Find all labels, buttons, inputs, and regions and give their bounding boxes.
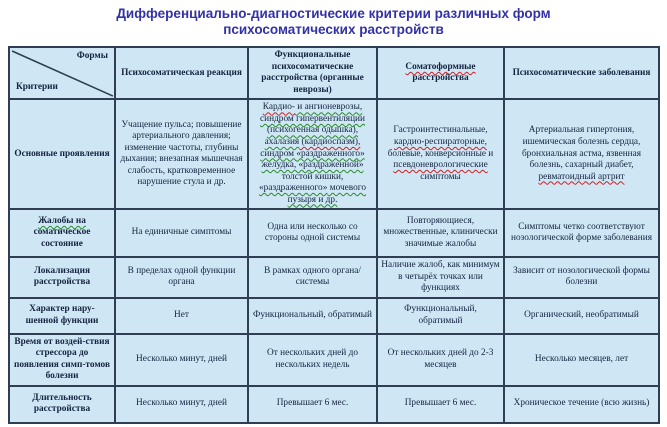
- table-cell: [504, 298, 659, 334]
- table-cell: [504, 209, 659, 257]
- table-cell: [377, 209, 504, 257]
- cell-text: Несколько минут, дней: [136, 353, 227, 364]
- cell-text: Органический, необратимый: [524, 309, 639, 320]
- table-cell: [248, 386, 377, 423]
- table-cell: [248, 334, 377, 386]
- cell-text: Повторяющиеся, множественные, клинически значимые жалобы: [383, 215, 498, 249]
- cell-text: расстройства: [412, 73, 469, 84]
- table-cell: [115, 209, 248, 257]
- cell-text: Локализация расстройства: [33, 265, 91, 288]
- table-cell: [504, 386, 659, 423]
- cell-text: Гастроинтестинальные,: [393, 125, 488, 136]
- table-row-disorder-duration: [9, 386, 659, 423]
- spellcheck-green-text: мочевого пузыря и др.: [287, 183, 366, 205]
- spellcheck-green-text: (психогенная одышка),: [266, 125, 359, 136]
- table-cell: [115, 298, 248, 334]
- cell-text: Артериальная гипертония, ишемическая болезнь сердца, бронхиальная астма, язвенная болезнь, сахарный диабет,: [521, 125, 642, 171]
- column-header-somatoform-disorders: [377, 47, 504, 99]
- table-cell: [377, 298, 504, 334]
- table-cell: [248, 257, 377, 298]
- table-row-main-manifestations: [9, 99, 659, 209]
- header-row: [9, 47, 659, 99]
- page-title-line-1: Дифференциально-диагностические критерии различных форм: [116, 6, 551, 21]
- row-label: [9, 257, 115, 298]
- table-cell: [115, 99, 248, 209]
- table-row-function-impairment: [9, 298, 659, 334]
- cell-text: Длительность расстройства: [32, 392, 92, 415]
- table-cell: [504, 257, 659, 298]
- table-row-localization: [9, 257, 659, 298]
- cell-text: Наличие жалоб, как минимум в четырёх точках или функциях: [381, 260, 500, 294]
- row-label: [9, 334, 115, 386]
- spellcheck-red-text: кардио-респираторные,: [393, 136, 487, 147]
- table-row-time-from-stressor: [9, 334, 659, 386]
- column-header-psychosomatic-reaction: [115, 47, 248, 99]
- cell-text: Хроническое течение (всю жизнь): [513, 398, 650, 409]
- spellcheck-green-text: и ангионеврозы,: [294, 102, 363, 113]
- cell-text: Время от воздей-ствия стрессора до появления симп-томов болезни: [14, 336, 110, 382]
- cell-text: Психосоматические заболевания: [512, 67, 651, 78]
- cell-text: Функциональный, обратимый: [404, 304, 477, 326]
- cell-text: Симптомы четко соответствуют нозологической форме заболевания: [511, 221, 652, 244]
- row-label: [9, 386, 115, 423]
- cell-text: В пределах одной функции органа: [127, 265, 236, 288]
- column-header-functional-disorders: [248, 47, 377, 99]
- cell-text: Характер нару-шенной функции: [25, 304, 99, 326]
- cell-text: болевые, конверсионные и: [387, 148, 494, 159]
- spellcheck-red-text: Кардио-: [262, 102, 295, 113]
- spellcheck-green-text: синдром гипервентиляции: [260, 113, 365, 124]
- cell-text: От нескольких дней до 2-3 месяцев: [387, 348, 494, 370]
- spellcheck-red-text: Соматоформные: [405, 61, 476, 72]
- cell-text: Превышает 6 мес.: [404, 398, 477, 409]
- corner-cell: [9, 47, 115, 99]
- table-cell: [115, 386, 248, 423]
- table-cell: [377, 99, 504, 209]
- table-cell: [504, 334, 659, 386]
- page-title-line-2: психосоматических расстройств: [223, 22, 444, 38]
- cell-text: Нет: [174, 309, 189, 320]
- cell-text: симптомы: [420, 171, 461, 182]
- table-cell: [377, 257, 504, 298]
- cell-text: соматическое состояние: [33, 227, 91, 249]
- spellcheck-green-text: синдром «раздраженного»: [260, 148, 365, 159]
- table-row-somatic-complaints: [9, 209, 659, 257]
- cell-text: Превышает 6 мес.: [276, 398, 349, 409]
- cell-text: В рамках одного органа/системы: [264, 265, 361, 288]
- criteria-table: [8, 46, 660, 423]
- cell-text: Психосоматическая реакция: [121, 67, 242, 78]
- table-cell: [115, 334, 248, 386]
- spellcheck-green-text: «раздраженного»: [259, 183, 328, 194]
- table-cell: [248, 99, 377, 209]
- corner-label-forms: Формы: [76, 51, 108, 62]
- spellcheck-green-text: ахалазия: [264, 136, 300, 147]
- row-label: [9, 99, 115, 209]
- corner-label-criteria: Критерии: [16, 81, 58, 92]
- table-cell: [115, 257, 248, 298]
- cell-text: Несколько минут, дней: [136, 398, 227, 409]
- cell-text: Одна или несколько со стороны одной системы: [264, 221, 361, 244]
- table-cell: [248, 298, 377, 334]
- spellcheck-green-text: Жалобы на: [38, 215, 86, 226]
- cell-text: Учащение пульса; повышение артериального давления; изменение частоты, глубины дыхания; внезапная мышечная слабость, кратковременное нарушение стула и др.: [120, 119, 243, 188]
- spellcheck-red-text: ревматоидный артрит: [538, 171, 625, 182]
- row-label: [9, 209, 115, 257]
- cell-text: толстой кишки,: [281, 171, 344, 182]
- cell-text: Функциональный, обратимый: [252, 309, 373, 320]
- spellcheck-red-text: псевдоневрологические: [393, 160, 488, 171]
- cell-text: Основные проявления: [14, 148, 110, 159]
- row-label: [9, 298, 115, 334]
- cell-text: Функциональные психосоматические расстройства (органные неврозы): [261, 50, 364, 95]
- table-cell: [377, 334, 504, 386]
- page-title: [0, 0, 667, 38]
- spellcheck-green-text: желудка, «раздраженной»: [261, 160, 364, 171]
- cell-text: От нескольких дней до нескольких недель: [267, 348, 358, 370]
- table-cell: [248, 209, 377, 257]
- cell-text: Зависит от нозологической формы болезни: [513, 265, 650, 288]
- table-cell: [377, 386, 504, 423]
- table-cell: [504, 99, 659, 209]
- column-header-psychosomatic-diseases: [504, 47, 659, 99]
- cell-text: Несколько месяцев, лет: [534, 353, 629, 364]
- spellcheck-red-text: (кардиоспазм),: [299, 136, 361, 147]
- cell-text: На единичные симптомы: [131, 227, 232, 238]
